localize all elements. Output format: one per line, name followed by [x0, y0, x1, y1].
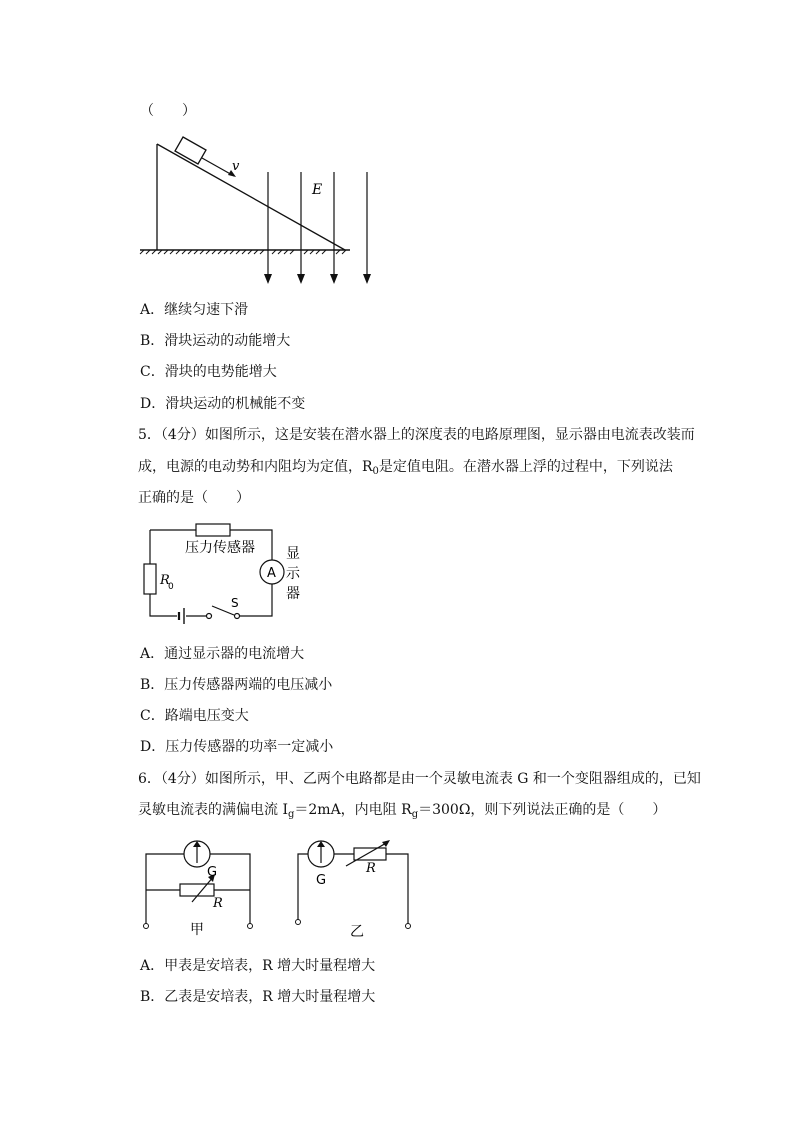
galv-label-left: G	[207, 865, 218, 880]
galv-label-right: G	[316, 873, 327, 888]
q5-circuit-figure	[0, 500, 794, 700]
display-label-char2: 示	[286, 566, 300, 582]
r0-label: R	[160, 573, 170, 588]
q5-stem-line3: 正确的是（ ）	[138, 490, 250, 506]
display-label-char3: 器	[286, 586, 300, 602]
pressure-sensor-label: 压力传感器	[185, 540, 255, 556]
display-label-char1: 显	[286, 546, 300, 562]
q4-option-d[interactable]: D．滑块运动的机械能不变	[140, 396, 306, 412]
caption-yi: 乙	[350, 924, 364, 940]
velocity-label: v	[232, 159, 240, 174]
q6-option-a[interactable]: A．甲表是安培表，R 增大时量程增大	[140, 958, 376, 974]
r0-subscript: 0	[168, 582, 174, 592]
q5-option-b[interactable]: B．压力传感器两端的电压减小	[140, 677, 333, 693]
resistor-label-left: R	[213, 896, 223, 911]
q5-stem-line2: 成，电源的电动势和内阻均为定值，$R_0$是定值电阻。在潜水器上浮的过程中，下列说法	[138, 459, 673, 477]
q4-option-c[interactable]: C．滑块的电势能增大	[140, 364, 277, 380]
q5-option-c[interactable]: C．路端电压变大	[140, 708, 249, 724]
q5-stem-line1: 5．（4分）如图所示，这是安装在潜水器上的深度表的电路原理图，显示器由电流表改装而	[138, 427, 695, 443]
caption-jia: 甲	[190, 922, 204, 938]
q6-stem-line2: 灵敏电流表的满偏电流 $I_g=2mA$，内电阻 $R_g=300\Omega$，则下列说法正确的是（ ）	[138, 802, 667, 820]
q4-answer-blank: （ ）	[140, 103, 196, 119]
q4-incline-figure	[0, 0, 794, 300]
resistor-label-right: R	[366, 861, 376, 876]
q5-option-d[interactable]: D．压力传感器的功率一定减小	[140, 739, 334, 755]
switch-label: S	[231, 596, 239, 610]
q6-option-b[interactable]: B．乙表是安培表，R 增大时量程增大	[140, 989, 376, 1005]
q6-circuits-figure	[0, 830, 794, 940]
ammeter-label: A	[267, 566, 276, 581]
q6-stem-line1: 6．（4分）如图所示，甲、乙两个电路都是由一个灵敏电流表 G 和一个变阻器组成的，已知	[138, 771, 701, 787]
field-label: E	[312, 182, 323, 198]
q4-option-a[interactable]: A．继续匀速下滑	[140, 302, 249, 318]
q5-option-a[interactable]: A．通过显示器的电流增大	[140, 646, 305, 662]
q4-option-b[interactable]: B．滑块运动的动能增大	[140, 333, 291, 349]
